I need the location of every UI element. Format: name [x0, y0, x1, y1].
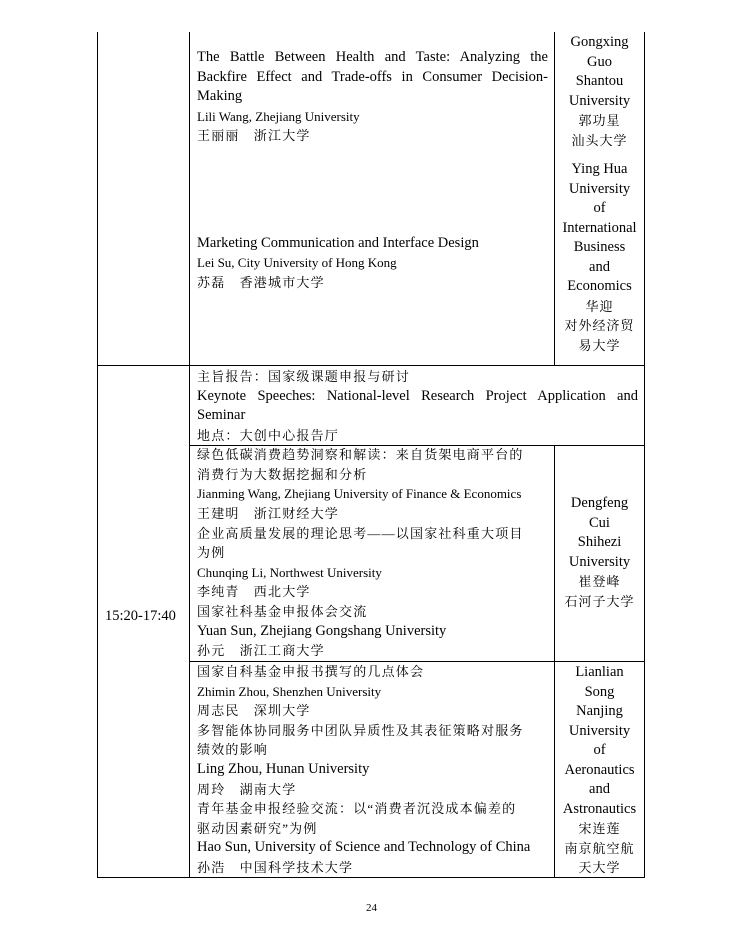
time-column-divider [189, 32, 190, 878]
row-divider-1 [97, 365, 645, 366]
speaker-en: Lei Su, City University of Hong Kong [197, 255, 397, 270]
chair-line: Astronautics [562, 800, 637, 817]
talk-title-line: 绩效的影响 [197, 742, 269, 757]
talk-title-line: 驱动因素研究”为例 [197, 821, 318, 836]
venue: 地点：大创中心报告厅 [197, 428, 340, 443]
speaker-zh: 孙浩 中国科学技术大学 [197, 860, 354, 875]
speaker-zh: 王丽丽 浙江大学 [197, 128, 311, 143]
chair-line: 汕头大学 [571, 132, 628, 148]
speaker-zh: 孙元 浙江工商大学 [197, 643, 325, 658]
chair-line: 天大学 [578, 860, 621, 875]
chair-line: Ying Hua [571, 161, 628, 177]
chair-line: University [568, 722, 631, 739]
talk-title-line: 国家社科基金申报体会交流 [197, 604, 368, 619]
chair-line: Guo [587, 53, 612, 70]
talk-title-line: 青年基金申报经验交流：以“消费者沉没成本偏差的 [197, 801, 517, 816]
keynote-title-en: Keynote Speeches: National-level Research Project Application and [197, 388, 638, 404]
chair-line: Song [584, 683, 615, 700]
talk-title-line: Making [197, 88, 243, 104]
chair-line: Lianlian [575, 664, 624, 680]
speaker-zh: 李纯青 西北大学 [197, 584, 311, 599]
chair-line: of [593, 200, 606, 216]
speaker-en: Hao Sun, University of Science and Technology of China [197, 839, 531, 855]
chair-line: of [593, 742, 606, 758]
chair-line: and [589, 258, 610, 275]
chair-line: Economics [567, 278, 632, 294]
chair-line: and [589, 781, 610, 797]
talk-title-line: 国家自科基金申报书撰写的几点体会 [197, 664, 425, 679]
chair-line: Shihezi [577, 534, 622, 550]
chair-line: 对外经济贸 [564, 318, 635, 333]
chair-line: University [568, 553, 631, 570]
chair-dengfeng-cui [555, 494, 644, 611]
speaker-zh: 周志民 深圳大学 [197, 703, 311, 718]
talk-title-line: 为例 [197, 545, 226, 560]
chair-line: Aeronautics [564, 761, 635, 778]
chair-line: Dengfeng [570, 495, 629, 511]
speaker-en: Ling Zhou, Hunan University [197, 761, 370, 777]
speaker-zh: 苏磊 香港城市大学 [197, 275, 325, 290]
keynote-title-en: Seminar [197, 407, 246, 423]
chair-line: 华迎 [585, 298, 614, 314]
chair-line: 石河子大学 [564, 593, 635, 609]
page-number: 24 [366, 902, 377, 914]
keynote-title-zh: 主旨报告：国家级课题申报与研讨 [197, 369, 411, 384]
talk-title: Marketing Communication and Interface Design [197, 235, 479, 251]
speaker-zh: 王建明 浙江财经大学 [197, 506, 340, 521]
speaker-en: Chunqing Li, Northwest University [197, 565, 382, 580]
chair-ying-hua [555, 160, 644, 355]
talk-title-line: 消费行为大数据挖掘和分析 [197, 467, 368, 482]
table-right-border [644, 32, 645, 878]
session-time: 15:20-17:40 [105, 608, 176, 624]
chair-line: 郭功星 [578, 113, 621, 128]
speaker-zh: 周玲 湖南大学 [197, 782, 297, 797]
chair-line: Cui [589, 514, 610, 531]
chair-line: Gongxing [570, 34, 629, 50]
chair-line: Shantou [575, 73, 624, 89]
chair-line: 南京航空航 [564, 840, 635, 856]
talk-title-line: 企业高质量发展的理论思考——以国家社科重大项目 [197, 526, 524, 541]
chair-line: University [568, 92, 631, 109]
chair-lianlian-song [555, 663, 644, 878]
talk-title-line: 绿色低碳消费趋势洞察和解读：来自货架电商平台的 [197, 447, 524, 462]
speaker-en: Yuan Sun, Zhejiang Gongshang University [197, 623, 447, 639]
chair-line: University [568, 180, 631, 197]
speaker-en: Lili Wang, Zhejiang University [197, 109, 360, 124]
chair-gongxing-guo [555, 33, 644, 150]
chair-line: 易大学 [578, 337, 621, 353]
talk-title-line: Backfire Effect and Trade-offs in Consumer Decision- [197, 69, 548, 85]
chair-line: 宋连莲 [578, 821, 621, 836]
chair-line: Nanjing [576, 703, 623, 719]
speaker-en: Jianming Wang, Zhejiang University of Finance & Economics [197, 486, 522, 501]
talk-title-line: The Battle Between Health and Taste: Analyzing the [197, 49, 548, 65]
chair-line: 崔登峰 [578, 574, 621, 589]
talk-title-line: 多智能体协同服务中团队异质性及其表征策略对服务 [197, 723, 524, 738]
chair-line: Business [573, 239, 626, 255]
chair-line: International [562, 219, 637, 236]
table-left-border [97, 32, 98, 878]
speaker-en: Zhimin Zhou, Shenzhen University [197, 684, 382, 699]
